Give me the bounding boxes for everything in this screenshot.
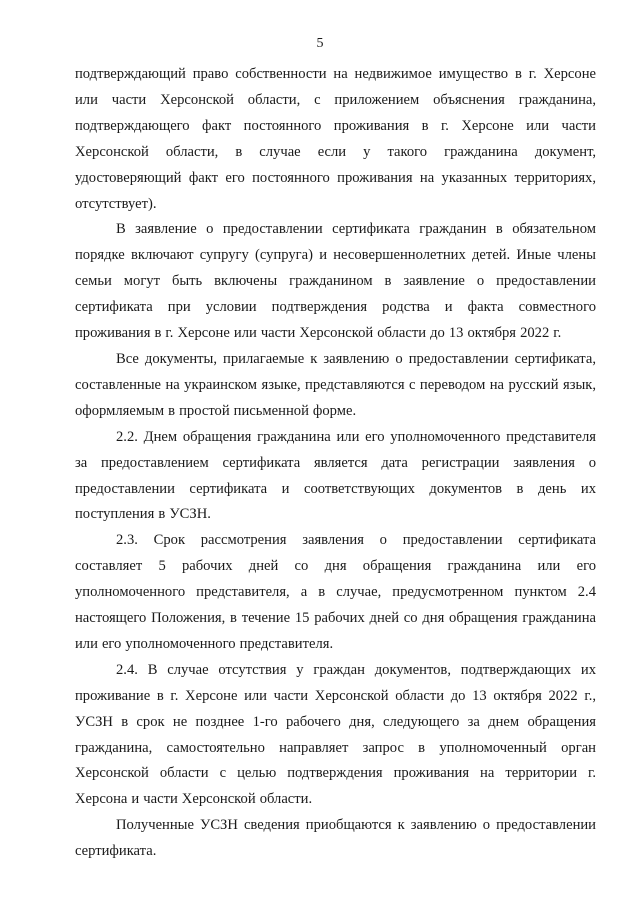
paragraph-translation: Все документы, прилагаемые к заявлению о предоставлении сертификата, составленные на украинском языке, представляются с переводом на русский язык, оформляемым в простой письменной форме. — [75, 350, 596, 419]
paragraph-continuation: подтверждающий право собственности на недвижимое имущество в г. Херсоне или части Херсонской области, с приложением объяснения гражданина, подтверждающего факт постоянного проживания в г. Херсоне или части Херсонской области, в случае если у такого гражданина документ, удостоверяющий факт его постоянного проживания на указанных территориях, отсутствует). — [75, 66, 596, 212]
page-number: 5 — [316, 36, 324, 51]
paragraph-attached-info: Полученные УСЗН сведения приобщаются к заявлению о предоставлении сертификата. — [75, 817, 596, 860]
paragraph-clause-2-3: 2.3. Срок рассмотрения заявления о предоставлении сертификата составляет 5 рабочих дней со дня обращения гражданина или его уполномоченного представителя, а в случае, предусмотренном пунктом 2.4 настоящего Положения, в течение 15 рабочих дней со дня обращения гражданина или его уполномоченного представителя. — [75, 532, 596, 652]
paragraph-family-members: В заявление о предоставлении сертификата гражданин в обязательном порядке включают супругу (супруга) и несовершеннолетних детей. Иные члены семьи могут быть включены гражданином в заявление о предоставлении сертификата при условии подтверждения родства и факта совместного проживания в г. Херсоне или части Херсонской области до 13 октября 2022 г. — [75, 221, 596, 342]
paragraph-clause-2-2: 2.2. Днем обращения гражданина или его уполномоченного представителя за предоставлением сертификата является дата регистрации заявления о предоставлении сертификата и соответствующих документов в день их поступления в УСЗН. — [75, 428, 596, 523]
paragraph-clause-2-4: 2.4. В случае отсутствия у граждан документов, подтверждающих их проживание в г. Херсоне или части Херсонской области до 13 октября 2022 г., УСЗН в срок не позднее 1-го рабочего дня, следующего за днем обращения гражданина, самостоятельно направляет запрос в уполномоченный орган Херсонской области с целью подтверждения проживания на территории г. Херсона и части Херсонской области. — [75, 661, 596, 808]
document-body — [75, 62, 596, 865]
